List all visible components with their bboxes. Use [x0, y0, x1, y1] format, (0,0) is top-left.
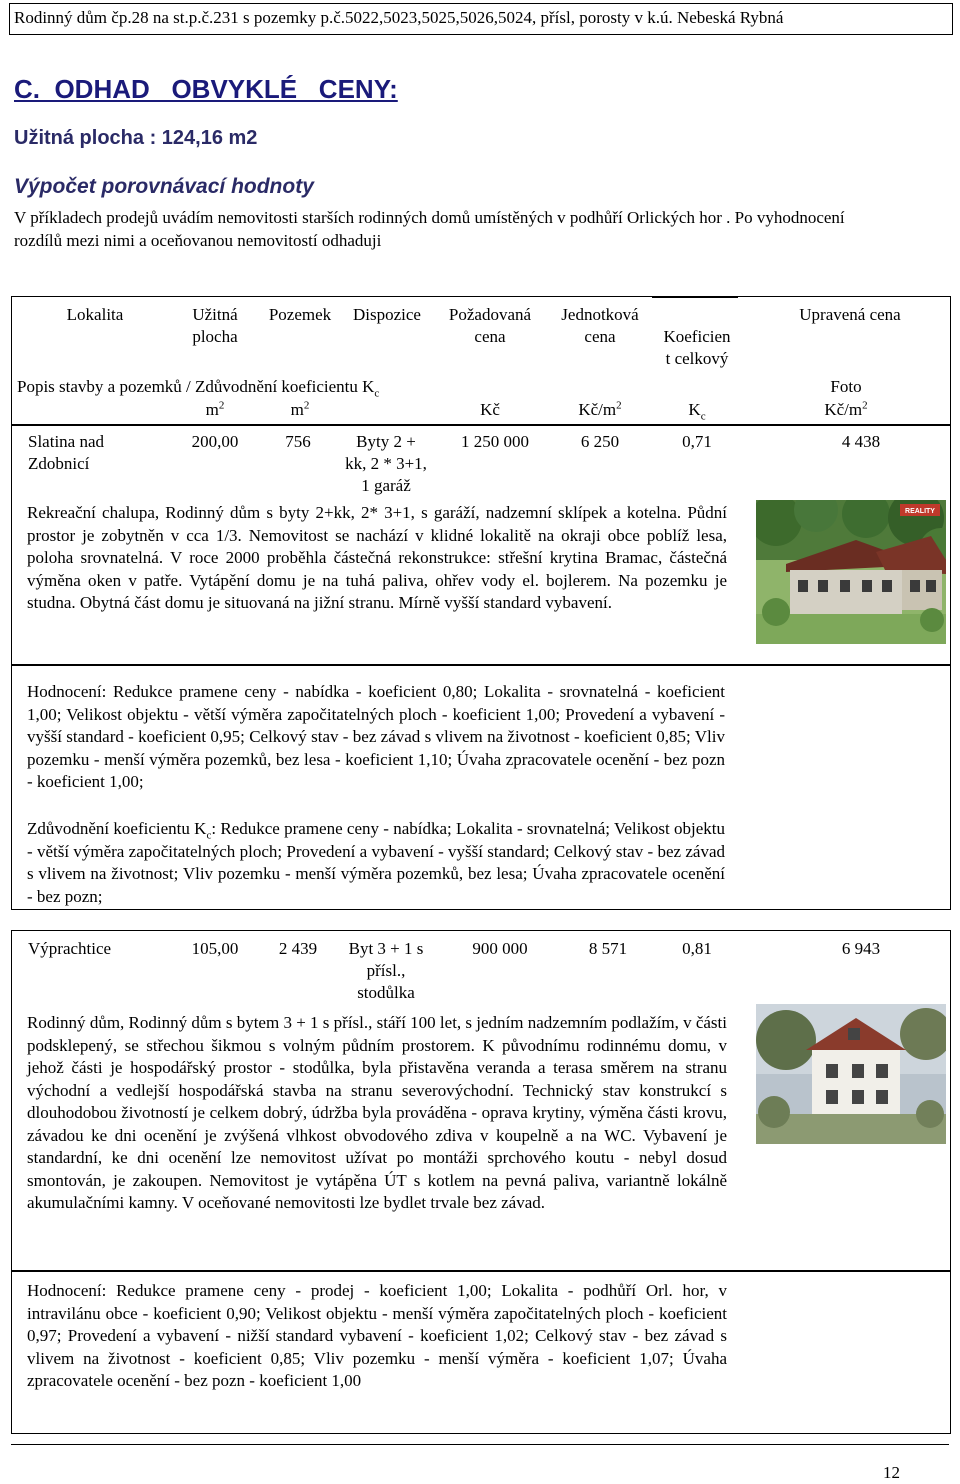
col-koef-2: t celkový	[665, 349, 729, 368]
col-pozadovana-1: Požadovaná	[448, 305, 532, 324]
record-2-photo	[756, 1004, 946, 1144]
page-number: 12	[883, 1463, 900, 1482]
record-1-upravena: 4 438	[841, 432, 881, 451]
col-jednotkova-2: cena	[584, 327, 616, 346]
col-jednotkova-1: Jednotková	[561, 305, 639, 324]
record-2-upravena: 6 943	[841, 939, 881, 958]
col-pozadovana-2: cena	[474, 327, 506, 346]
record-1-photo	[756, 500, 946, 644]
record-2-lokalita: Výprachtice	[28, 939, 112, 958]
header-title: Rodinný dům čp.28 na st.p.č.231 s pozemky p.č.5022,5023,5025,5026,5024, přísl, porosty v k.ú. Nebeská Rybná	[14, 8, 784, 27]
usable-area: Užitná plocha : 124,16 m2	[14, 127, 258, 149]
col-uzitna-1: Užitná	[192, 305, 238, 324]
koef-header-rule	[652, 297, 738, 298]
unit-jednotkova: $Kč/m^2$	[578, 399, 622, 419]
record-1-zduvodneni: Zdůvodnění koeficientu $K_c$: Redukce pramene ceny - nabídka; Lokalita - srovnatelná; Velikost objektu - větší výměra započitatelných ploch; Provedení a vybavení - vyšší standard; Celkový stav - bez závad s vlivem na životnost; Vliv pozemku - menší výměra pozemků, bez lesa; Úvaha zpracovatele ocenění - bez pozn;	[27, 819, 725, 906]
record-2-dispozice-1: Byt 3 + 1 s	[348, 939, 424, 958]
record-1-dispozice-3: 1 garáž	[361, 476, 411, 495]
record-1-dispozice-1: Byty 2 +	[356, 432, 416, 451]
record-1-pozemek: 756	[285, 432, 311, 451]
col-upravena: Upravená cena	[799, 305, 901, 324]
intro-paragraph: V příkladech prodejů uvádím nemovitosti starších rodinných domů umístěných v podhůří Orlických hor . Po vyhodnocení rozdílů mezi nimi a oceňovanou nemovitostí odhaduji	[14, 208, 845, 250]
col-lokalita: Lokalita	[66, 305, 124, 324]
record-2-dispozice-2: přísl.,	[366, 961, 406, 980]
record-1-plocha: 200,00	[191, 432, 239, 451]
record-2-cena: 900 000	[472, 939, 528, 958]
house-photo-2	[756, 1004, 946, 1144]
record-1-popis: Rekreační chalupa, Rodinný dům s byty 2+kk, 2* 3+1, s garáží, nadzemní sklípek a kotelna. Půdní prostor je zobytněn v cca 1/3. Nemovitost se nachází v klidné lokalitě na okraji obce poblíž lesa, poloha srovnatelná. V roce 2000 proběhla částečná rekonstrukce: střešní krytina Bramac, částečná výměna oken v patře. Vytápění domu je na tuhá paliva, ohřev vody el. bojlerem. Na pozemku je studna. Obytná část domu je situovaná na jižní stranu. Mírně vyšší standard vybavení.	[27, 503, 727, 612]
record-1-cena: 1 250 000	[461, 432, 529, 451]
record-2-popis: Rodinný dům, Rodinný dům s bytem 3 + 1 s přísl., stáří 100 let, s jedním nadzemním podlažím, v části podsklepený, se střechou šikmou s volným půdním prostorem. K původnímu rodinnému domu, v jehož části je hospodářský prostor - stodůlka, byla přistavěna veranda a terasa směrem na stranu východní a vedlejší hospodářská stavba na stranu severovýchodní. Technický stav konstrukcí s dlouhodobou životností je celkem dobrý, údržba byla prováděna - oprava krytiny, výměna části krovu, závadou ke dni ocenění je zvýšená vlhkost obvodového zdiva v koupelně a na WC. Vybavení je standardní, ke dni ocenění lze nemovitost užívat po montáži sprchového koutu - nebyl dosud smontován, je zakoupen. Nemovitost je vytápěna ÚT s kotlem na pevná paliva, variantně lokálně akumulačními kamny. V oceňované nemovitosti lze bydlet trvale bez závad.	[27, 1013, 727, 1212]
col-foto: Foto	[830, 377, 862, 396]
record-1-hodnoceni: Hodnocení: Redukce pramene ceny - nabídka - koeficient 0,80; Lokalita - srovnatelná - koeficient 1,00; Velikost objektu - větší výměra započitatelných ploch - koeficient 1,00; Provedení a vybavení - vyšší standard - koeficient 0,95; Celkový stav - bez závad s vlivem na životnost - koeficient 0,85; Vliv pozemku - menší výměra pozemků, bez lesa - koeficient 1,10; Úvaha zpracovatele ocenění - bez pozn - koeficient 1,00;	[27, 682, 725, 791]
photo-badge: REALITY	[905, 508, 935, 515]
col-pozemek: Pozemek	[268, 305, 332, 324]
calc-title: Výpočet porovnávací hodnoty	[14, 175, 314, 198]
unit-koeficient: $K_c$	[688, 400, 706, 423]
unit-cena: Kč	[480, 400, 500, 419]
record-1-lokalita-1: Slatina nad	[28, 432, 105, 451]
record-2-plocha: 105,00	[191, 939, 239, 958]
unit-upravena: $Kč/m^2$	[824, 399, 868, 419]
section-title: C. ODHAD OBVYKLÉ CENY:	[14, 74, 398, 104]
record-2-koeficient: 0,81	[682, 939, 712, 958]
col-uzitna-2: plocha	[192, 327, 238, 346]
popis-header-sub: c	[374, 387, 380, 400]
record-2-dispozice-3: stodůlka	[357, 983, 415, 1002]
record-2-pozemek: 2 439	[278, 939, 318, 958]
record-1-lokalita-2: Zdobnicí	[28, 454, 90, 473]
record-1-koeficient: 0,71	[682, 432, 712, 451]
popis-header	[17, 376, 379, 398]
record-2-hodnoceni: Hodnocení: Redukce pramene ceny - prodej - koeficient 1,00; Lokalita - podhůří Orl. hor, v intravilánu obce - koeficient 0,90; Velikost objektu - menší výměra započitatelných ploch - koeficient 0,97; Provedení a vybavení - nižší standard vybavení - koeficient 1,02; Celkový stav - bez závad s vlivem na životnost - koeficient 0,85; Vliv pozemku - menší výměra - koeficient 1,07; Úvaha zpracovatele ocenění - bez pozn - koeficient 1,00	[27, 1281, 727, 1390]
record-1-dispozice-2: kk, 2 * 3+1,	[345, 454, 427, 473]
col-koef-1: Koeficien	[663, 327, 731, 346]
record-1-jednotkova: 6 250	[580, 432, 620, 451]
unit-pozemek: $m^2$	[290, 399, 310, 419]
popis-header-text: Popis stavby a pozemků / Zdůvodnění koeficientu K	[17, 377, 375, 396]
record-2-jednotkova: 8 571	[588, 939, 628, 958]
footer-rule	[11, 1444, 949, 1445]
house-photo-1	[756, 500, 946, 644]
col-dispozice: Dispozice	[353, 305, 421, 324]
unit-plocha: $m^2$	[205, 399, 225, 419]
